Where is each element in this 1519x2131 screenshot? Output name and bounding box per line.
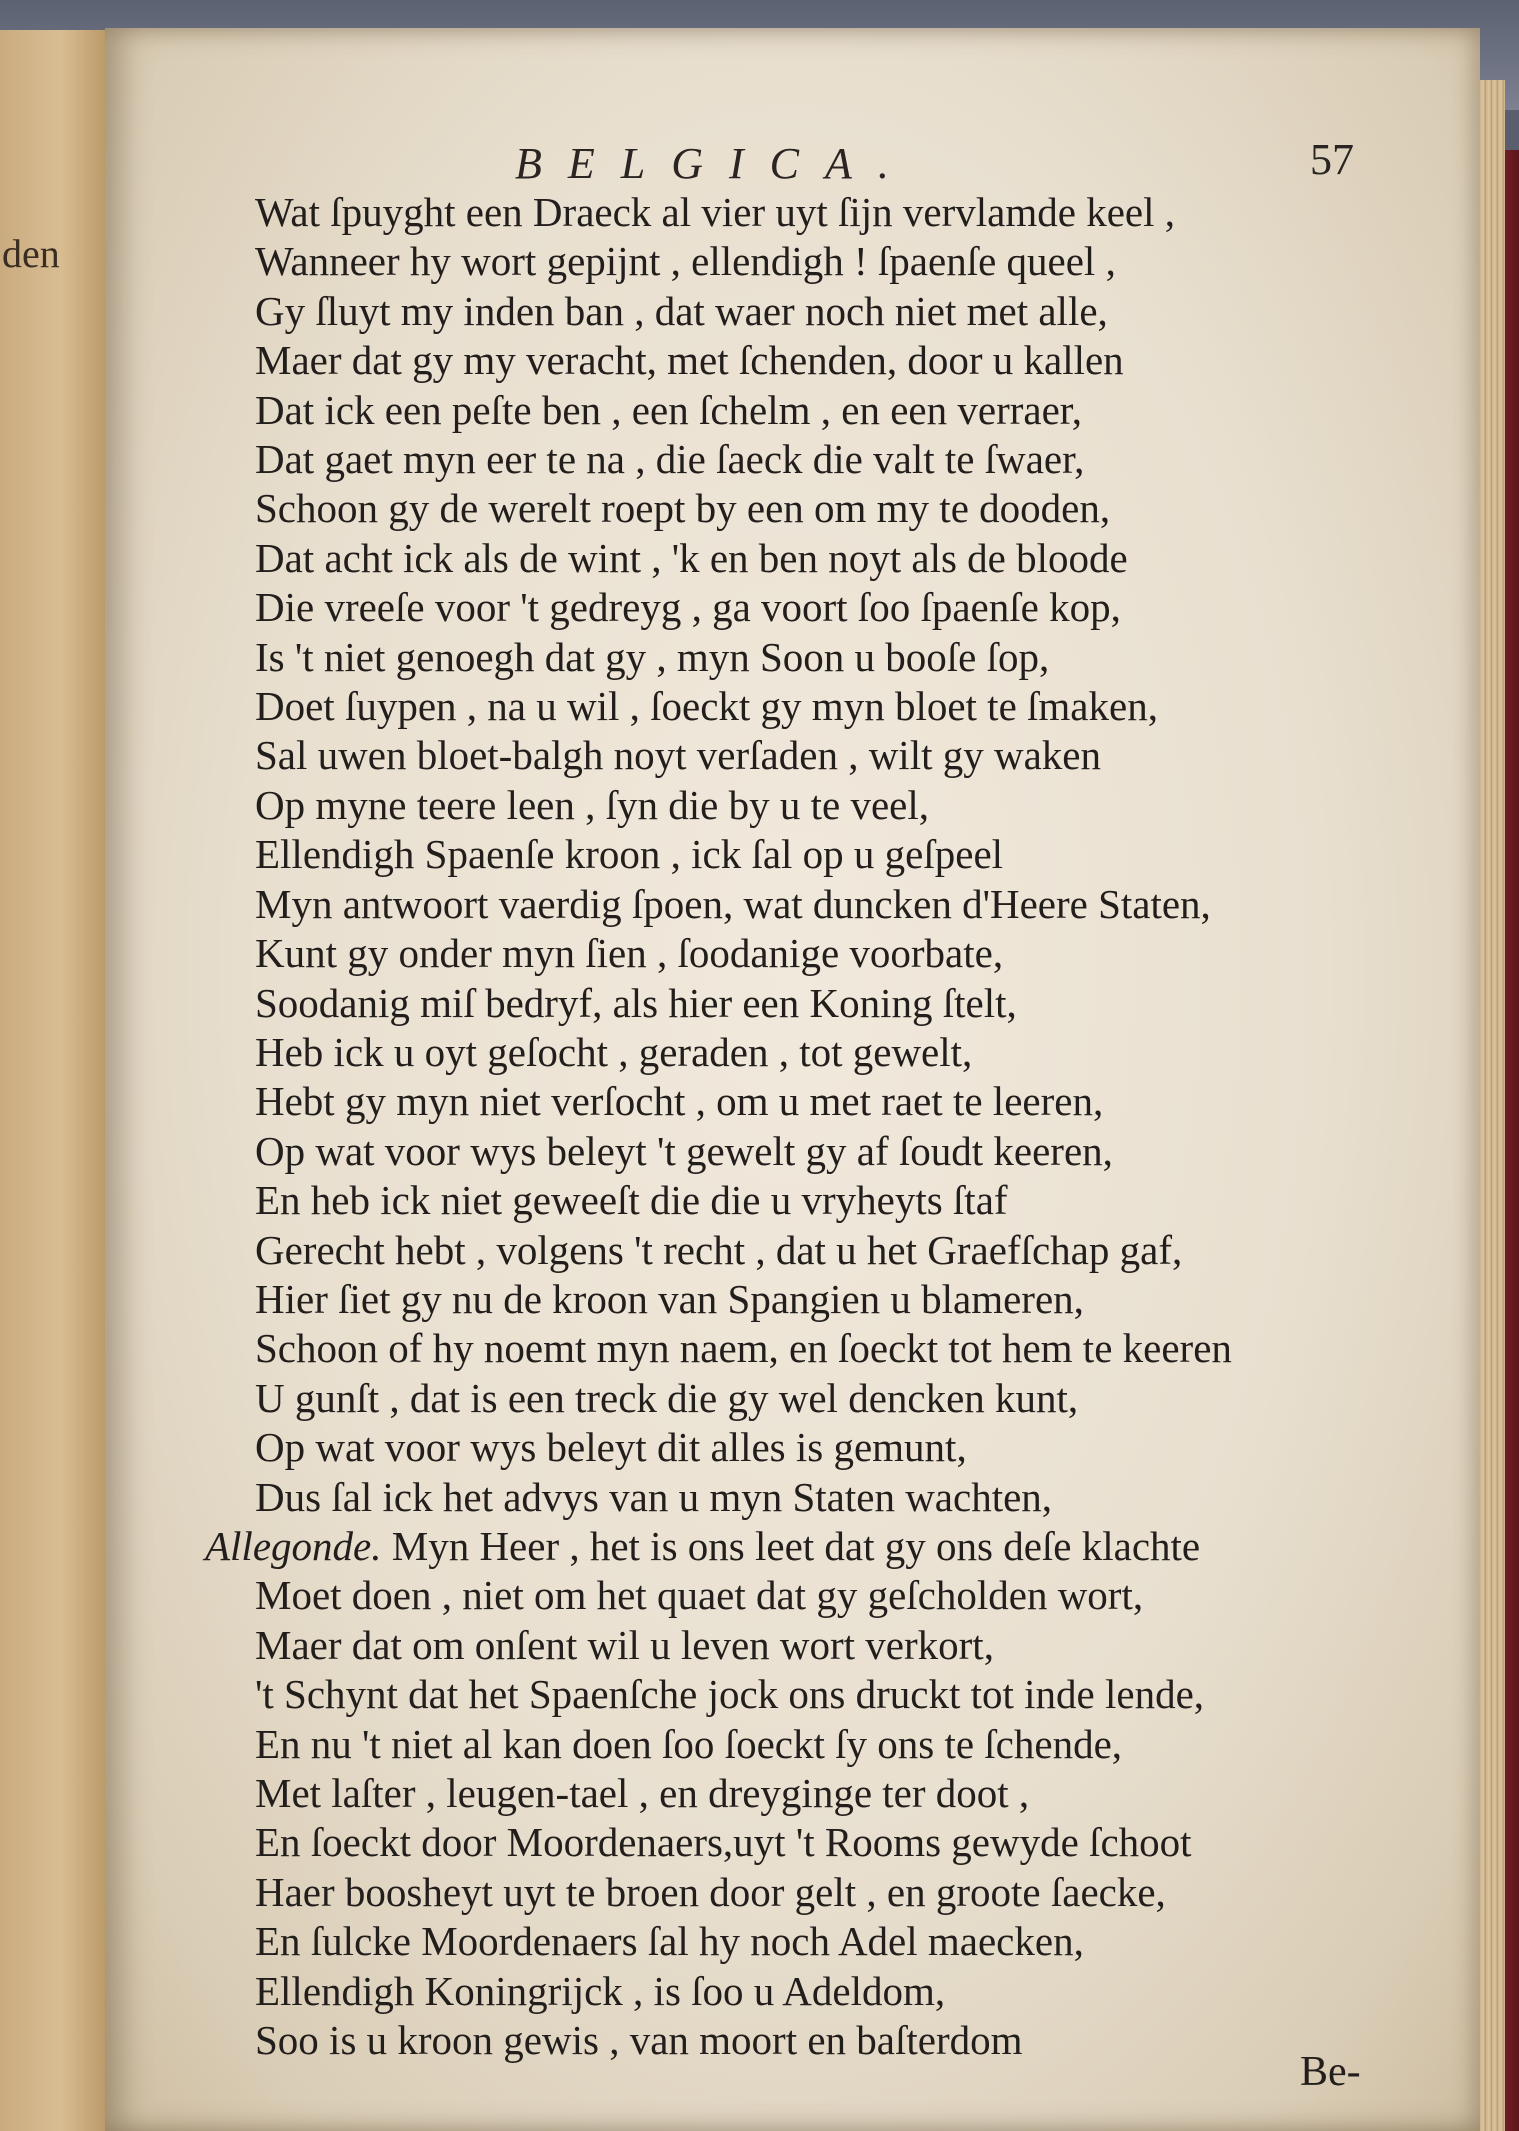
verse-line: Op wat voor wys beleyt 't gewelt gy af ſoudt keeren, xyxy=(255,1127,1113,1174)
catchword: Be- xyxy=(1300,2049,1361,2095)
verse-line: Is 't niet genoegh dat gy , myn Soon u booſe ſop, xyxy=(255,633,1050,680)
verse-line: Schoon gy de werelt roept by een om my te dooden, xyxy=(255,485,1111,532)
verse-line: Sal uwen bloet-balgh noyt verſaden , wilt gy waken xyxy=(255,732,1101,779)
verse-line: Dat ick een peſte ben , een ſchelm , en een verraer, xyxy=(255,386,1083,433)
verse-line: Maer dat gy my veracht, met ſchenden, door u kallen xyxy=(255,337,1124,384)
page-number: 57 xyxy=(1310,135,1354,184)
verse-line: Haer boosheyt uyt te broen door gelt , en groote ſaecke, xyxy=(255,1868,1166,1915)
verse-line: Doet ſuypen , na u wil , ſoeckt gy myn bloet te ſmaken, xyxy=(255,683,1158,730)
verse-line: Op wat voor wys beleyt dit alles is gemunt, xyxy=(255,1424,967,1471)
verse-line: Die vreeſe voor 't gedreyg , ga voort ſoo ſpaenſe kop, xyxy=(255,584,1121,631)
verse-line: Schoon of hy noemt myn naem, en ſoeckt tot hem te keeren xyxy=(255,1325,1232,1372)
running-header: BELGICA. xyxy=(515,139,915,188)
verse-line: Soodanig miſ bedryf, als hier een Koning ſtelt, xyxy=(255,979,1017,1026)
verse-line: Heb ick u oyt geſocht , geraden , tot gewelt, xyxy=(255,1028,973,1075)
verse-line: Dus ſal ick het advys van u myn Staten wachten, xyxy=(255,1473,1053,1520)
verse-text xyxy=(205,188,1405,2065)
verse-line: Wat ſpuyght een Draeck al vier uyt ſijn vervlamde keel , xyxy=(255,189,1175,235)
verse-line: Hier ſiet gy nu de kroon van Spangien u blameren, xyxy=(255,1275,1084,1322)
verse-line: En ſulcke Moordenaers ſal hy noch Adel maecken, xyxy=(255,1918,1084,1965)
book-page xyxy=(105,28,1480,2131)
verse-line: Dat acht ick als de wint , 'k en ben noyt als de bloode xyxy=(255,534,1128,581)
verse-line: Kunt gy onder myn ſien , ſoodanige voorbate, xyxy=(255,930,1004,977)
verse-line: Ellendigh Spaenſe kroon , ick ſal op u geſpeel xyxy=(255,831,1004,878)
speaker-first-line: Myn Heer , het is ons leet dat gy ons deſe klachte xyxy=(381,1522,1201,1569)
verse-line: U gunſt , dat is een treck die gy wel dencken kunt, xyxy=(255,1374,1079,1421)
verse-line: Wanneer hy wort gepijnt , ellendigh ! ſpaenſe queel , xyxy=(255,238,1116,285)
verse-line: Maer dat om onſent wil u leven wort verkort, xyxy=(255,1621,994,1668)
facing-page xyxy=(0,30,112,2131)
verse-line: En heb ick niet geweeſt die die u vryheyts ſtaf xyxy=(255,1177,1008,1224)
verse-line: 't Schynt dat het Spaenſche jock ons druckt tot inde lende, xyxy=(255,1671,1205,1718)
verse-line: Soo is u kroon gewis , van moort en baſterdom xyxy=(255,2017,1023,2064)
verse-line: Ellendigh Koningrijck , is ſoo u Adeldom, xyxy=(255,1967,946,2014)
verse-line: Dat gaet myn eer te na , die ſaeck die valt te ſwaer, xyxy=(255,436,1085,483)
verse-line: Gerecht hebt , volgens 't recht , dat u het Graefſchap gaf, xyxy=(255,1226,1183,1273)
verse-line: En nu 't niet al kan doen ſoo ſoeckt ſy ons te ſchende, xyxy=(255,1720,1123,1767)
verse-line: Gy ſluyt my inden ban , dat waer noch niet met alle, xyxy=(255,287,1108,334)
verse-line: Moet doen , niet om het quaet dat gy geſcholden wort, xyxy=(255,1572,1144,1619)
speaker-name: Allegonde. xyxy=(205,1522,382,1569)
verse-line: Myn antwoort vaerdig ſpoen, wat duncken d'Heere Staten, xyxy=(255,880,1211,927)
verse-line: Met laſter , leugen-tael , en dreyginge ter doot , xyxy=(255,1770,1030,1816)
facing-page-fragment: den xyxy=(2,231,60,276)
verse-line: Hebt gy myn niet verſocht , om u met raet te leeren, xyxy=(255,1078,1104,1125)
verse-line: Op myne teere leen , ſyn die by u te veel, xyxy=(255,781,929,828)
speaker-line xyxy=(205,1522,1405,1571)
verse-line: En ſoeckt door Moordenaers,uyt 't Rooms gewyde ſchoot xyxy=(255,1819,1192,1866)
